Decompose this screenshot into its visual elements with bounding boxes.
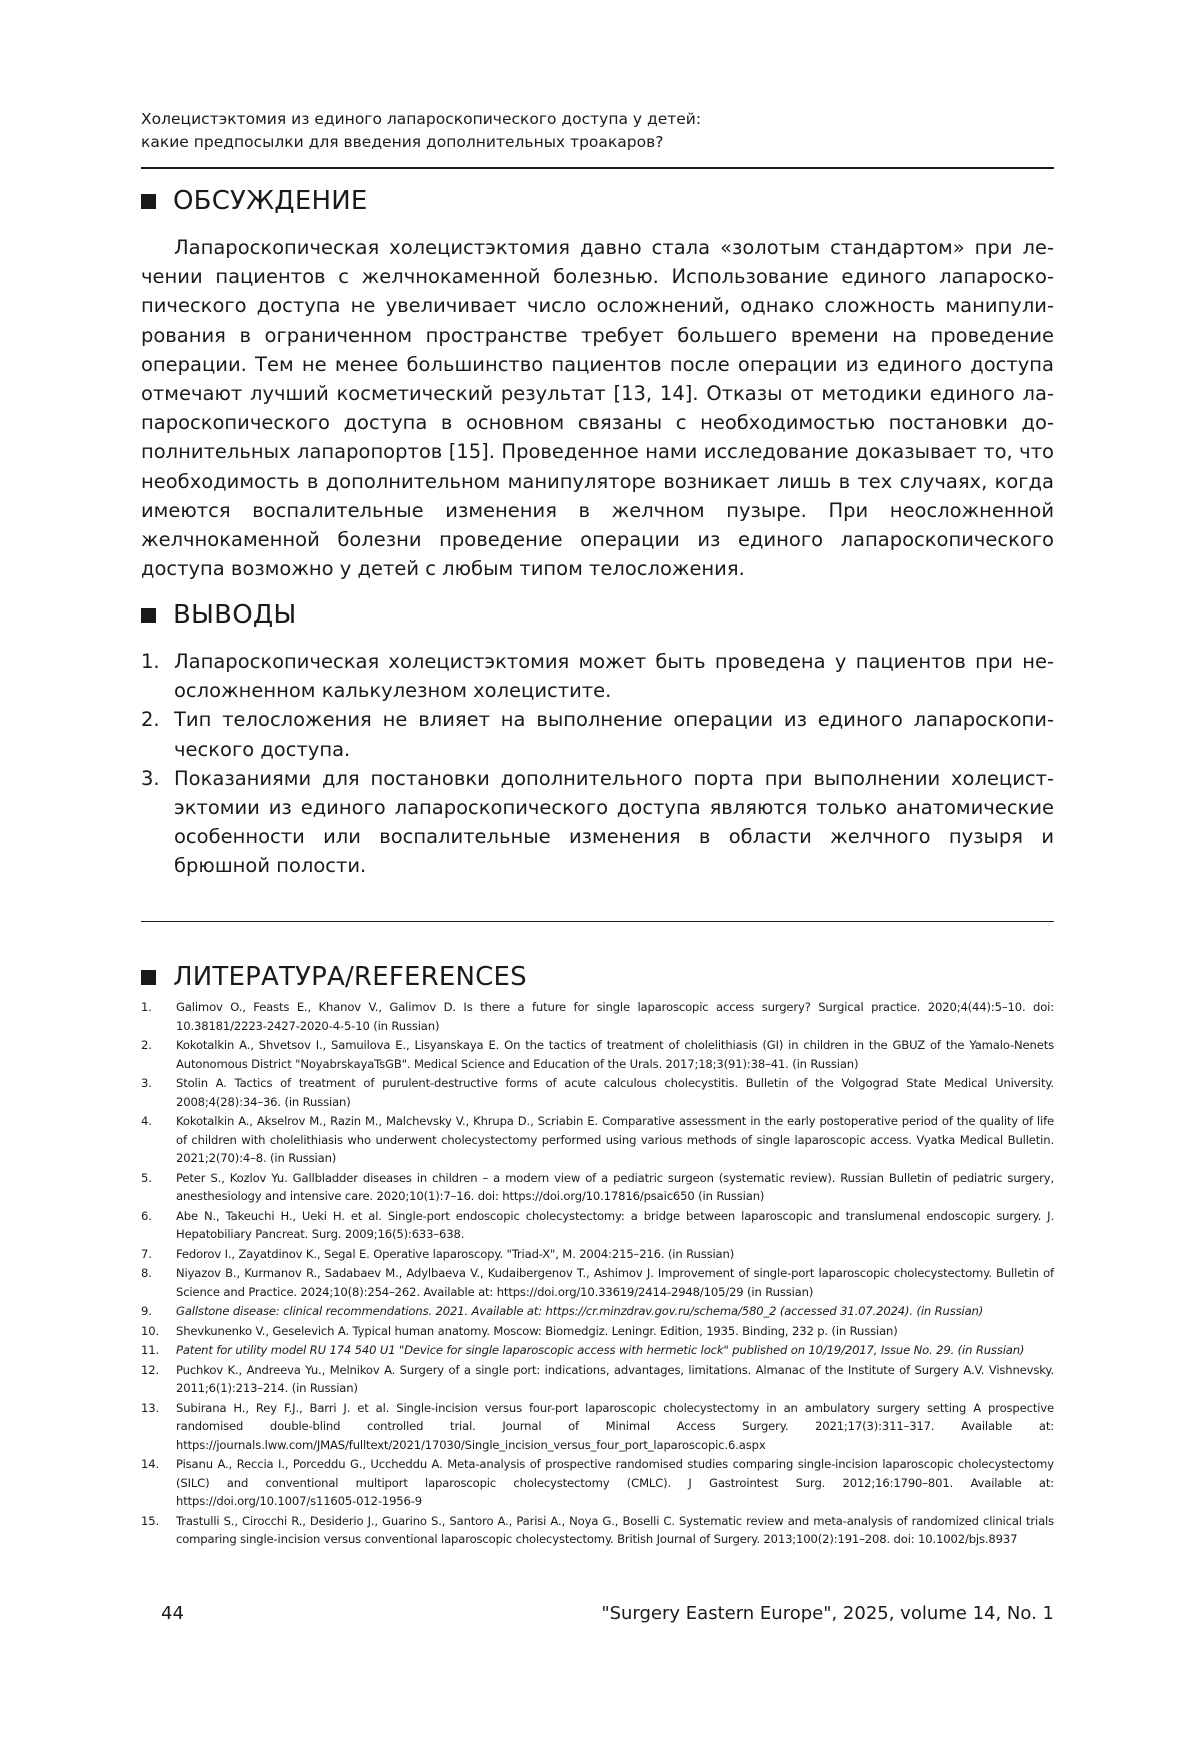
reference-text: Abe N., Takeuchi H., Ueki H. et al. Single-port endoscopic cholecystectomy: a bridge between laparoscopic and translumenal endoscopic surgery. J. Hepatobiliary Pancreat. Surg. 2009;16(5):633–638. (176, 1208, 1054, 1241)
conclusion-number: 1. (141, 650, 160, 673)
reference-item (141, 1399, 1054, 1455)
reference-text: Subirana H., Rey F.J., Barri J. et al. Single-incision versus four-port laparoscopic cholecystectomy in an ambulatory surgery setting A prospective randomised double-blind controlled trial. Journal of Minimal Access Surgery. 2021;17(3):311–317. Available at: https://journals.lww.com/JMAS/fulltext/2021/17030/Single_incision_versus_four_port_laparoscopic.6.aspx (176, 1400, 1054, 1452)
reference-number: 14. (141, 1457, 159, 1471)
reference-item (141, 1245, 1054, 1264)
references-heading (141, 962, 527, 992)
reference-item (141, 1207, 1054, 1244)
reference-number: 10. (141, 1323, 159, 1338)
conclusion-number: 3. (141, 766, 160, 790)
conclusion-text: Показаниями для постановки дополнительного порта при выполнении холецистэктомии из единого лапароскопического доступа являются только анатомические особенности или воспалительные изменения в области желчного пузыря и брюшной полости. (174, 766, 1054, 878)
discussion-paragraph: Лапароскопическая холецистэктомия давно стала «золотым стандартом» при лечении пациентов с желчнокаменной болезнью. Использование единого лапароскопического доступа не увеличивает число осложнений, однако сложность манипулирования в ограниченном пространстве требует большего времени на проведение операции. Тем не менее большинство пациентов после операции из единого доступа отмечают лучший косметический результат [13, 14]. Отказы от методики единого лапароскопического доступа в основном связаны с необходимостью постановки дополнительных лапаропортов [15]. Проведенное нами исследование доказывает то, что необходимость в дополнительном манипуляторе возникает лишь в тех случаях, когда имеются воспалительные изменения в желчном пузыре. При неосложненной желчнокаменной болезни проведение операции из единого лапароскопического доступа возможно у детей с любым типом телосложения. (141, 236, 1054, 581)
header-rule (141, 167, 1054, 169)
reference-item (141, 1036, 1054, 1073)
discussion-heading (141, 186, 367, 216)
conclusion-number: 2. (141, 708, 160, 732)
reference-text: Kokotalkin A., Shvetsov I., Samuilova E., Lisyanskaya E. On the tactics of treatment of cholelithiasis (GI) in children in the GBUZ of the Yamalo-Nenets Autonomous District "NoyabrskayaTsGB". Medical Science and Education of the Urals. 2017;18;3(91):38–41. (in Russian) (176, 1038, 1054, 1071)
reference-item (141, 1361, 1054, 1398)
reference-text: Niyazov B., Kurmanov R., Sadabaev M., Adylbaeva V., Kudaibergenov T., Ashimov J. Improvement of single-port laparoscopic cholecystectomy. Bulletin of Science and Practice. 2024;10(8):254–262. Available at: https://doi.org/10.33619/2414-2948/105/29 (in Russian) (176, 1266, 1054, 1299)
reference-number: 12. (141, 1362, 159, 1377)
reference-text: Patent for utility model RU 174 540 U1 "Device for single laparoscopic access with hermetic lock" published on 10/19/2017, Issue No. 29. (in Russian) (176, 1343, 1025, 1357)
reference-item (141, 1322, 1054, 1341)
references-heading-text: ЛИТЕРАТУРА/REFERENCES (173, 962, 527, 992)
reference-number: 11. (141, 1343, 159, 1357)
running-header-line-1: Холецистэктомия из единого лапароскопического доступа у детей: (141, 110, 702, 128)
references-list (141, 998, 1054, 1550)
reference-number: 5. (141, 1170, 152, 1185)
reference-number: 4. (141, 1114, 152, 1128)
conclusions-heading-text: ВЫВОДЫ (173, 600, 297, 630)
reference-text: Shevkunenko V., Geselevich A. Typical human anatomy. Moscow: Biomedgiz. Leningr. Edition, 1935. Binding, 232 p. (in Russian) (176, 1323, 898, 1338)
reference-text: Pisanu A., Reccia I., Porceddu G., Uccheddu A. Meta-analysis of prospective randomised studies comparing single-incision laparoscopic cholecystectomy (SILC) and conventional multiport laparoscopic cholecystectomy (CMLC). J Gastrointest Surg. 2012;16:1790–801. Available at: https://doi.org/10.1007/s11605-012-1956-9 (176, 1457, 1054, 1508)
reference-text: Fedorov I., Zayatdinov K., Segal E. Operative laparoscopy. "Triad-X", M. 2004:215–216. (in Russian) (176, 1246, 735, 1261)
section-divider (141, 921, 1054, 922)
running-header (141, 108, 1054, 154)
section-square-icon (141, 194, 156, 209)
reference-number: 2. (141, 1038, 152, 1052)
reference-text: Galimov O., Feasts E., Khanov V., Galimov D. Is there a future for single laparoscopic access surgery? Surgical practice. 2020;4(44):5–10. doi: 10.38181/2223-2427-2020-4-5-10 (in Russian) (176, 1000, 1054, 1033)
journal-page (141, 0, 1054, 1764)
conclusions-heading (141, 600, 297, 630)
reference-item (141, 1512, 1054, 1549)
reference-number: 15. (141, 1513, 159, 1528)
reference-item (141, 1455, 1054, 1511)
conclusions-list (141, 647, 1054, 881)
reference-number: 1. (141, 1000, 152, 1014)
page-number: 44 (161, 1603, 184, 1624)
conclusion-text: Лапароскопическая холецистэктомия может быть проведена у пациентов при неосложненном калькулезном холецистите. (174, 650, 1054, 703)
conclusion-text: Тип телосложения не влияет на выполнение операции из единого лапароскопического доступа. (174, 708, 1054, 761)
reference-text: Stolin A. Tactics of treatment of purulent-destructive forms of acute calculous cholecystitis. Bulletin of the Volgograd State Medical University. 2008;4(28):34–36. (in Russian) (176, 1076, 1054, 1109)
reference-text: Puchkov K., Andreeva Yu., Melnikov A. Surgery of a single port: indications, advantages, limitations. Almanac of the Institute of Surgery A.V. Vishnevsky. 2011;6(1):213–214. (in Russian) (176, 1362, 1054, 1395)
reference-text: Peter S., Kozlov Yu. Gallbladder diseases in children – a modern view of a pediatric surgeon (systematic review). Russian Bulletin of pediatric surgery, anesthesiology and intensive care. 2020;10(1):7–16. doi: https://doi.org/10.17816/psaic650 (in Russian) (176, 1170, 1054, 1203)
reference-text: Trastulli S., Cirocchi R., Desiderio J., Guarino S., Santoro A., Parisi A., Noya G., Boselli C. Systematic review and meta-analysis of randomized clinical trials comparing single-incision versus conventional laparoscopic cholecystectomy. British Journal of Surgery. 2013;100(2):191–208. doi: 10.1002/bjs.8937 (176, 1513, 1054, 1546)
reference-item (141, 1264, 1054, 1301)
conclusion-item (141, 705, 1054, 763)
reference-item (141, 1074, 1054, 1111)
reference-number: 6. (141, 1208, 152, 1223)
conclusion-item (141, 647, 1054, 705)
reference-item (141, 1169, 1054, 1206)
reference-number: 3. (141, 1076, 152, 1090)
reference-text: Gallstone disease: clinical recommendations. 2021. Available at: https://cr.minzdrav.gov.ru/schema/580_2 (accessed 31.07.2024). (in Russian) (176, 1304, 984, 1318)
reference-text: Kokotalkin A., Akselrov M., Razin M., Malchevsky V., Khrupa D., Scriabin E. Comparative assessment in the early postoperative period of the quality of life of children with cholelithiasis who underwent cholecystectomy performed using various methods of single laparoscopic access. Vyatka Medical Bulletin. 2021;2(70):4–8. (in Russian) (176, 1114, 1054, 1165)
section-square-icon (141, 970, 156, 985)
reference-number: 9. (141, 1304, 152, 1318)
reference-item (141, 998, 1054, 1035)
running-header-line-2: какие предпосылки для введения дополнительных троакаров? (141, 133, 664, 151)
reference-number: 7. (141, 1246, 152, 1261)
reference-item (141, 1341, 1054, 1360)
reference-number: 8. (141, 1266, 152, 1280)
section-square-icon (141, 608, 156, 623)
conclusion-item (141, 764, 1054, 881)
journal-citation: "Surgery Eastern Europe", 2025, volume 14, No. 1 (601, 1603, 1054, 1624)
discussion-heading-text: ОБСУЖДЕНИЕ (173, 186, 368, 216)
reference-item (141, 1302, 1054, 1321)
reference-number: 13. (141, 1400, 159, 1415)
reference-item (141, 1112, 1054, 1168)
